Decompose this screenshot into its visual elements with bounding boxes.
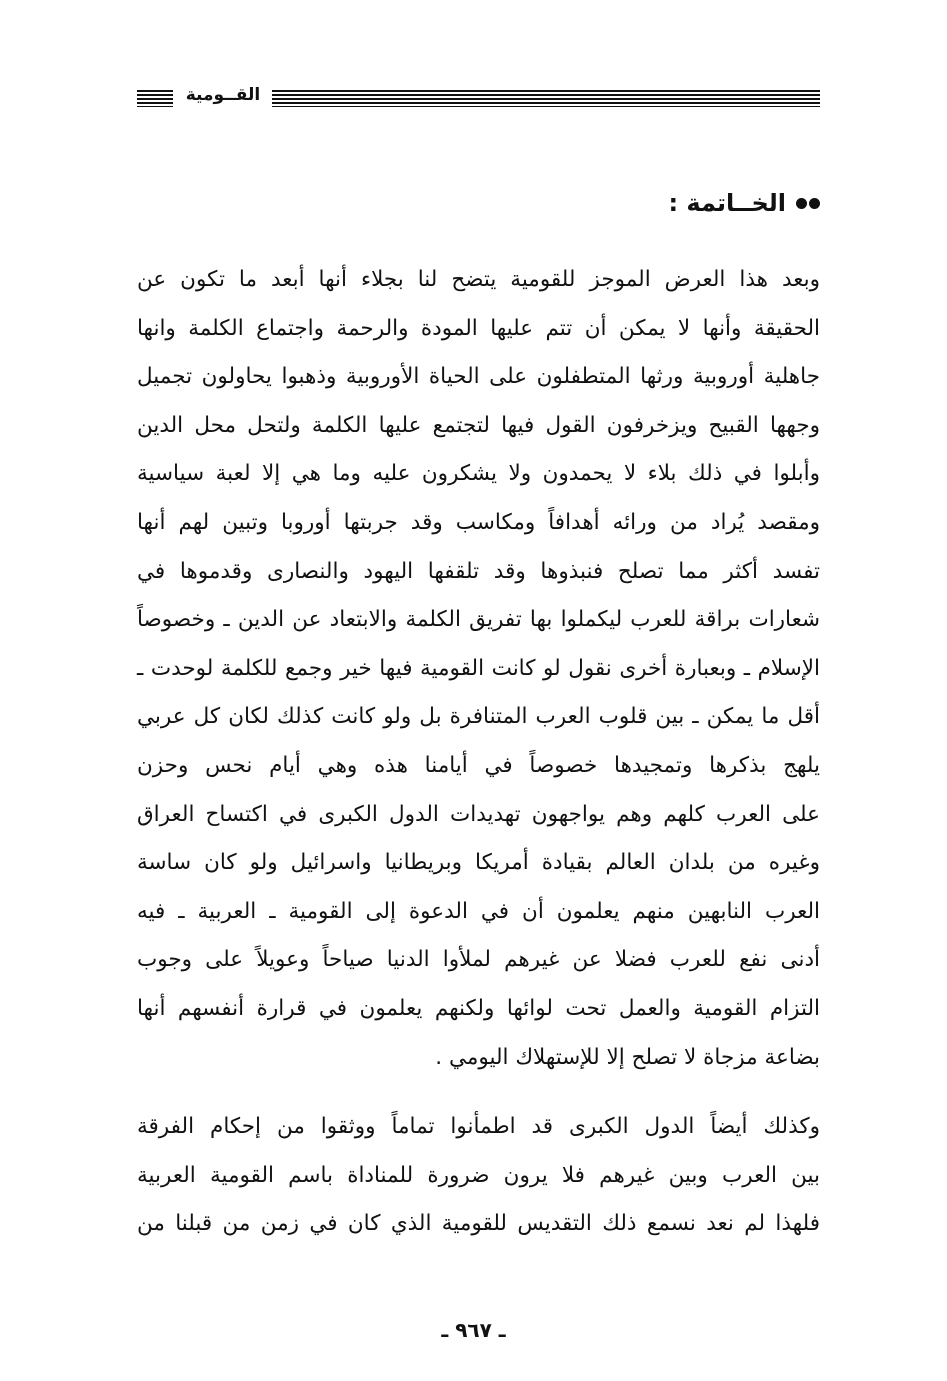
text-line: وغيره من بلدان العالم بقيادة أمريكا وبريطانيا واسرائيل ولو كان ساسة bbox=[137, 850, 820, 876]
text-line: العرب النابهين منهم يعلمون أن في الدعوة إلى القومية ـ العربية ـ فيه bbox=[137, 898, 820, 924]
paragraph-1 bbox=[137, 256, 820, 1082]
text-line: أقل ما يمكن ـ بين قلوب العرب المتنافرة بل ولو كانت كذلك لكان كل عربي bbox=[137, 704, 820, 730]
section-heading-text: الخــاتمة : bbox=[668, 189, 786, 217]
header-title: القــومية bbox=[185, 85, 261, 105]
text-line: وجهها القبيح ويزخرفون القول فيها لتجتمع عليها الكلمة ولتحل محل الدين bbox=[137, 412, 820, 438]
text-line: شعارات براقة للعرب ليكملوا بها تفريق الكلمة والابتعاد عن الدين ـ وخصوصاً bbox=[137, 607, 820, 633]
text-line: فلهذا لم نعد نسمع ذلك التقديس للقومية الذي كان في زمن من قبلنا من bbox=[137, 1211, 820, 1237]
bullet-dots-icon bbox=[796, 198, 820, 209]
running-header bbox=[137, 84, 820, 114]
header-rule-short bbox=[137, 90, 173, 107]
text-line: تفسد أكثر مما تصلح فنبذوها وقد تلقفها اليهود والنصارى وقدموها في bbox=[137, 558, 820, 584]
text-line: ومقصد يُراد من ورائه أهدافاً ومكاسب وقد جربتها أوروبا وتبين لهم أنها bbox=[137, 509, 820, 535]
text-line: وكذلك أيضاً الدول الكبرى قد اطمأنوا تماماً ووثقوا من إحكام الفرقة bbox=[137, 1114, 820, 1139]
text-line: وأبلوا في ذلك بلاء لا يحمدون ولا يشكرون عليه وما هي إلا لعبة سياسية bbox=[137, 461, 820, 487]
text-line: وبعد هذا العرض الموجز للقومية يتضح لنا بجلاء أنها أبعد ما تكون عن bbox=[137, 267, 820, 292]
text-line: التزام القومية والعمل تحت لوائها ولكنهم يعلمون في قرارة أنفسهم أنها bbox=[137, 995, 820, 1021]
paragraph-2 bbox=[137, 1103, 820, 1249]
text-line: على العرب كلهم وهم يواجهون تهديدات الدول الكبرى في اكتساح العراق bbox=[137, 801, 820, 827]
section-heading bbox=[668, 189, 820, 217]
page-number: ـ ٩٦٧ ـ bbox=[441, 1318, 506, 1342]
text-line: بين العرب وبين غيرهم فلا يرون ضرورة للمناداة باسم القومية العربية bbox=[137, 1162, 820, 1188]
text-line: بضاعة مزجاة لا تصلح إلا للإستهلاك اليومي . bbox=[435, 1044, 820, 1070]
text-line: جاهلية أوروبية ورثها المتطفلون على الحياة الأوروبية وذهبوا يحاولون تجميل bbox=[137, 364, 820, 390]
header-rule-long bbox=[272, 90, 820, 107]
text-line: أدنى نفع للعرب فضلا عن غيرهم لملأوا الدنيا صياحاً وعويلاً على وجوب bbox=[137, 947, 820, 973]
text-line: الإسلام ـ وبعبارة أخرى نقول لو كانت القومية فيها خير وجمع للكلمة لوحدت ـ bbox=[137, 655, 820, 681]
text-line: الحقيقة وأنها لا يمكن أن تتم عليها المودة والرحمة واجتماع الكلمة وانها bbox=[137, 315, 820, 341]
text-line: يلهج بذكرها وتمجيدها خصوصاً في أيامنا هذه وهي أيام نحس وحزن bbox=[137, 752, 820, 778]
